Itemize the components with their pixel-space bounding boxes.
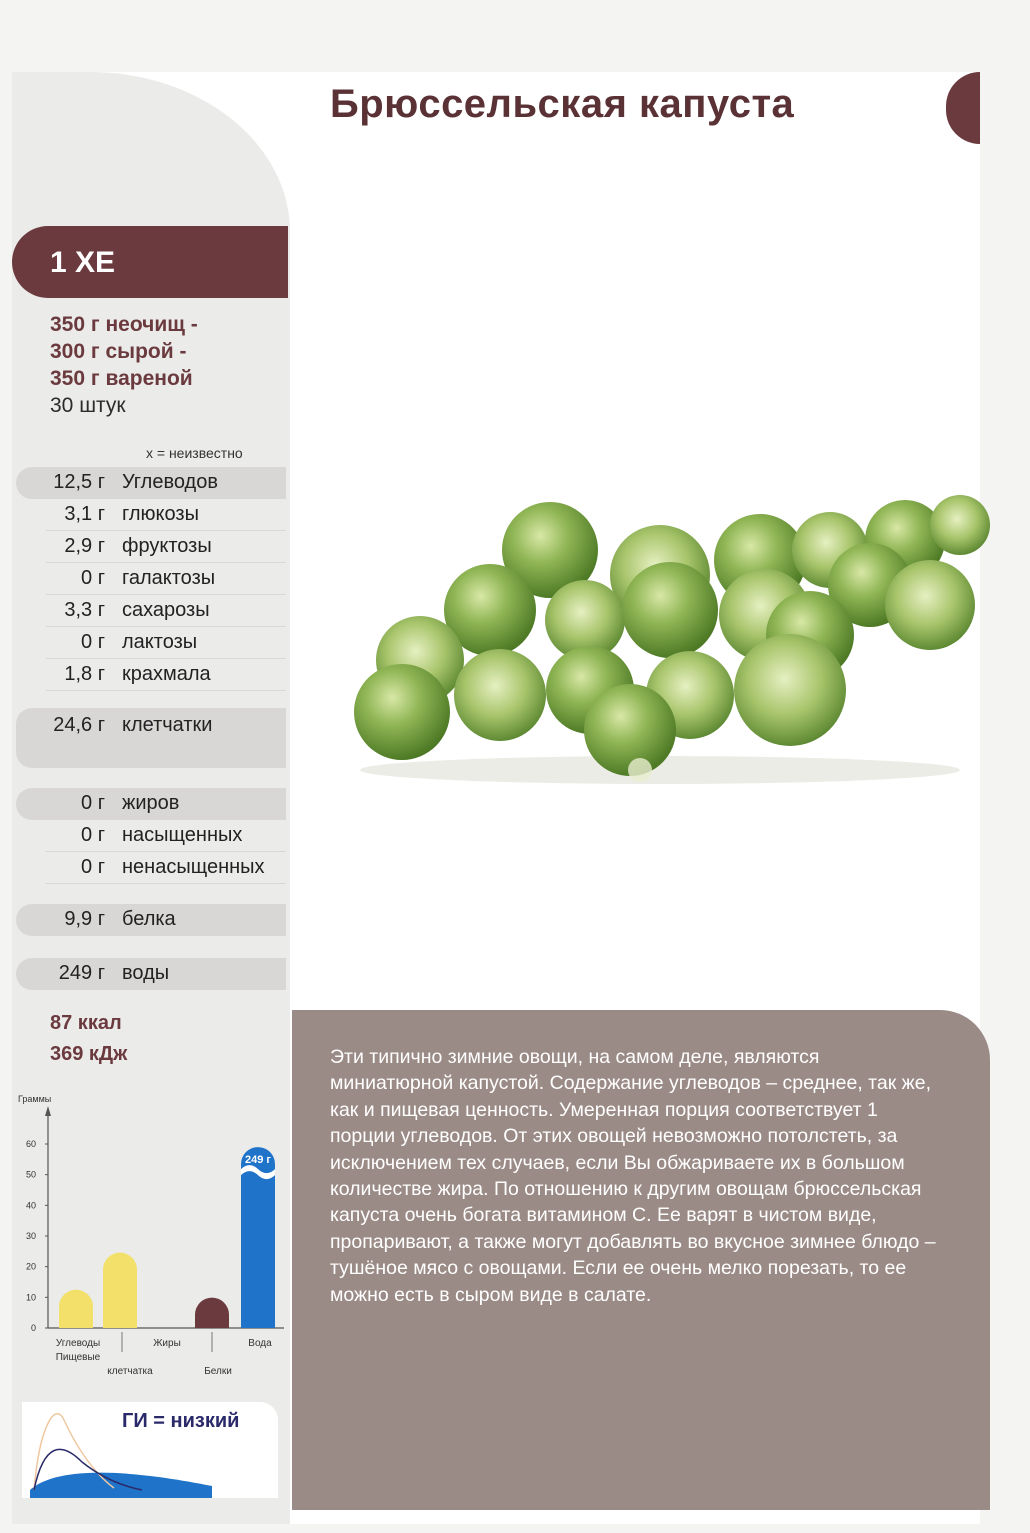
nutrient-amount: 24,6 г: [53, 714, 105, 736]
nutrient-amount: 12,5 г: [53, 471, 105, 493]
description-text: Эти типично зимние овощи, на самом деле, являются миниатюрной капустой. Содержание углеводов – среднее, так же, как и пищевая ценность. Умеренная порция соответствует 1 порции углеводов. От этих овощей невозможно потолстеть, за исключением тех случаев, если Вы обжариваете их в большом количестве жира. По отношению к другим овощам брюссельская капуста очень богата витамином С. Ее варят в чистом виде, пропаривают, а также могут добавлять во вкусное зимнее блюдо – тушёное мясо с овощами. Если ее очень мелко порезать, то ее можно есть в сыром виде в салате.: [330, 1046, 936, 1306]
nutrient-row-protein: [46, 905, 286, 935]
chart-x-tick-label: клетчатка: [107, 1366, 153, 1377]
chart-bar: [59, 1290, 93, 1328]
chart-y-tick-label: 60: [25, 1139, 36, 1149]
chart-x-tick-label: Углеводы: [55, 1338, 101, 1349]
portion-boiled: 350 г вареной: [50, 367, 193, 390]
chart-y-tick-label: 30: [25, 1231, 36, 1241]
nutrient-label: сахарозы: [122, 599, 210, 621]
nutrient-amount: 0 г: [81, 856, 105, 878]
nutrient-label: глюкозы: [122, 503, 199, 525]
nutrient-label: ненасыщенных: [122, 856, 265, 878]
nutrient-row-fructose: [46, 532, 286, 563]
chart-y-tick-label: 10: [25, 1292, 36, 1303]
chart-x-tick-label: Вода: [248, 1338, 272, 1349]
nutrient-label: воды: [122, 962, 170, 984]
brussels-sprouts-image: [340, 480, 990, 800]
nutrient-amount: 0 г: [81, 631, 105, 653]
chart-x-tick-label: Пищевые: [55, 1352, 101, 1363]
nutrient-row-lactose: [46, 628, 286, 659]
chart-x-tick-label: Белки: [204, 1366, 232, 1377]
glycemic-index-label: ГИ = низкий: [122, 1410, 240, 1432]
nutrient-amount: 1,8 г: [64, 663, 105, 685]
chart-y-tick-label: 20: [25, 1261, 36, 1272]
chart-y-axis-arrow: [45, 1106, 51, 1116]
nutrient-row-starch: [46, 660, 286, 691]
chart-data-label: 249 г: [245, 1154, 271, 1167]
nutrient-amount: 249 г: [58, 962, 105, 984]
chart-y-tick-label: 50: [25, 1169, 36, 1180]
nutrient-label: Углеводов: [122, 471, 218, 493]
nutrient-label: клетчатки: [122, 714, 213, 736]
nutrient-row-saturated: [46, 821, 286, 852]
nutrient-amount: 2,9 г: [64, 535, 105, 557]
chart-x-tick-label: Жиры: [153, 1338, 181, 1349]
nutrient-amount: 3,1 г: [64, 503, 105, 525]
nutrient-label: жиров: [122, 792, 180, 814]
nutrient-amount: 0 г: [81, 792, 105, 814]
chart-y-tick-label: 40: [25, 1200, 36, 1211]
page-title: Брюссельская капуста: [330, 82, 795, 126]
nutrient-amount: 0 г: [81, 567, 105, 589]
portion-count: 30 штук: [50, 394, 126, 417]
nutrient-label: галактозы: [122, 567, 216, 589]
nutrient-amount: 9,9 г: [64, 908, 105, 930]
bread-unit-label: 1 ХЕ: [50, 246, 116, 279]
nutrient-row-water: [46, 959, 286, 989]
energy-kcal: 87 ккал: [50, 1012, 122, 1034]
nutrient-label: насыщенных: [122, 824, 243, 846]
chart-bar: [103, 1253, 137, 1328]
nutrient-label: крахмала: [122, 663, 211, 685]
nutrient-row-fiber: [46, 711, 286, 741]
portion-raw: 300 г сырой -: [50, 340, 187, 363]
chart-y-axis-label: Граммы: [18, 1094, 52, 1104]
energy-kj: 369 кДж: [50, 1043, 128, 1065]
nutrient-row-unsaturated: [46, 853, 286, 884]
portion-unpeeled: 350 г неочищ -: [50, 313, 198, 336]
nutrient-label: лактозы: [122, 631, 198, 653]
nutrient-row-glucose: [46, 500, 286, 531]
chart-bar: [195, 1298, 229, 1328]
nutrient-amount: 3,3 г: [64, 599, 105, 621]
unknown-note: x = неизвестно: [146, 445, 243, 461]
nutrient-row-galactose: [46, 564, 286, 595]
nutrient-amount: 0 г: [81, 824, 105, 846]
nutrient-label: фруктозы: [122, 535, 212, 557]
nutrient-row-fat: [46, 789, 286, 819]
nutrient-label: белка: [122, 908, 176, 930]
chart-y-tick-label: 0: [30, 1323, 36, 1333]
nutrient-row-sucrose: [46, 596, 286, 627]
nutrient-row-carbs: [46, 468, 286, 498]
nutrient-bar-chart: [12, 1090, 290, 1390]
